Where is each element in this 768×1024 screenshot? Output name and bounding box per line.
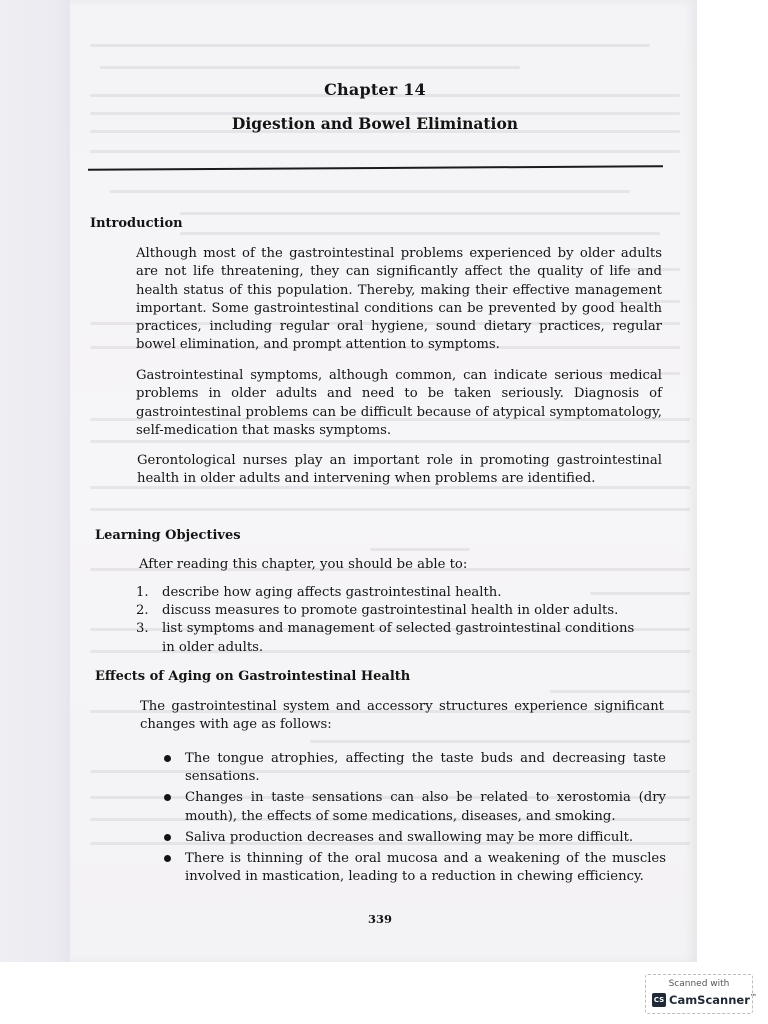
effects-bullet-text: Changes in taste sensations can also be related to xerostomia (dry mouth), the effects of some medications, diseases, and smoking. <box>185 790 666 824</box>
effects-of-aging-intro: The gastrointestinal system and accessory structures experience significant changes with age as follows: <box>140 699 664 733</box>
effects-bullet-list <box>162 750 666 889</box>
camscanner-watermark <box>645 974 757 1014</box>
camscanner-brand <box>652 993 757 1007</box>
objective-text: list symptoms and management of selected gastrointestinal conditions in older adults. <box>162 621 635 655</box>
chapter-title: Digestion and Bowel Elimination <box>231 114 519 133</box>
title-divider <box>88 165 663 171</box>
objective-number: 1. <box>136 585 149 600</box>
objective-number: 2. <box>136 603 149 619</box>
bullet-icon <box>164 755 171 762</box>
bullet-icon <box>164 794 171 801</box>
introduction-paragraph: Gerontological nurses play an important role in promoting gastrointestinal health in older adults and intervening when problems are identified. <box>137 453 662 487</box>
chapter-number: Chapter 14 <box>324 80 426 99</box>
learning-objectives-intro: After reading this chapter, you should be able to: <box>139 557 468 572</box>
effects-bullet-item <box>162 789 666 825</box>
trademark-symbol: ™ <box>749 993 757 1001</box>
learning-objectives-list <box>136 584 646 657</box>
effects-bullet-text: Saliva production decreases and swallowing may be more difficult. <box>185 829 634 845</box>
camscanner-logo-icon: CS <box>652 993 666 1007</box>
introduction-paragraph: Gastrointestinal symptoms, although common, can indicate serious medical problems in older adults and need to be taken seriously. Diagnosis of gastrointestinal problems can be difficult because of atypical symptomatology, self-medication that masks symptoms. <box>136 368 662 438</box>
objective-item <box>136 602 646 620</box>
camscanner-name: CamScanner <box>669 993 750 1007</box>
effects-bullet-item <box>162 850 666 886</box>
objective-text: discuss measures to promote gastrointestinal health in older adults. <box>162 603 619 619</box>
objective-item <box>136 584 646 602</box>
effects-bullet-item <box>162 750 666 786</box>
learning-objectives-heading: Learning Objectives <box>95 528 241 543</box>
scanned-with-label: Scanned with <box>668 979 730 989</box>
effects-of-aging-heading: Effects of Aging on Gastrointestinal Health <box>95 669 411 684</box>
effects-bullet-item <box>162 829 666 847</box>
objective-item <box>136 620 646 656</box>
objective-number: 3. <box>136 621 149 637</box>
effects-bullet-text: The tongue atrophies, affecting the taste buds and decreasing taste sensations. <box>185 751 666 785</box>
bullet-icon <box>164 855 171 862</box>
introduction-paragraph: Although most of the gastrointestinal problems experienced by older adults are not life threatening, they can significantly affect the quality of life and health status of this population. Thereby, making their effective management important. Some gastrointestinal conditions can be prevented by good health practices, including regular oral hygiene, sound dietary practices, regular bowel elimination, and prompt attention to symptoms. <box>136 246 662 353</box>
effects-bullet-text: There is thinning of the oral mucosa and a weakening of the muscles involved in mastication, leading to a reduction in chewing efficiency. <box>185 851 666 885</box>
objective-text: describe how aging affects gastrointestinal health. <box>162 585 502 600</box>
page-number: 339 <box>367 912 392 926</box>
introduction-heading: Introduction <box>90 216 183 231</box>
bullet-icon <box>164 834 171 841</box>
